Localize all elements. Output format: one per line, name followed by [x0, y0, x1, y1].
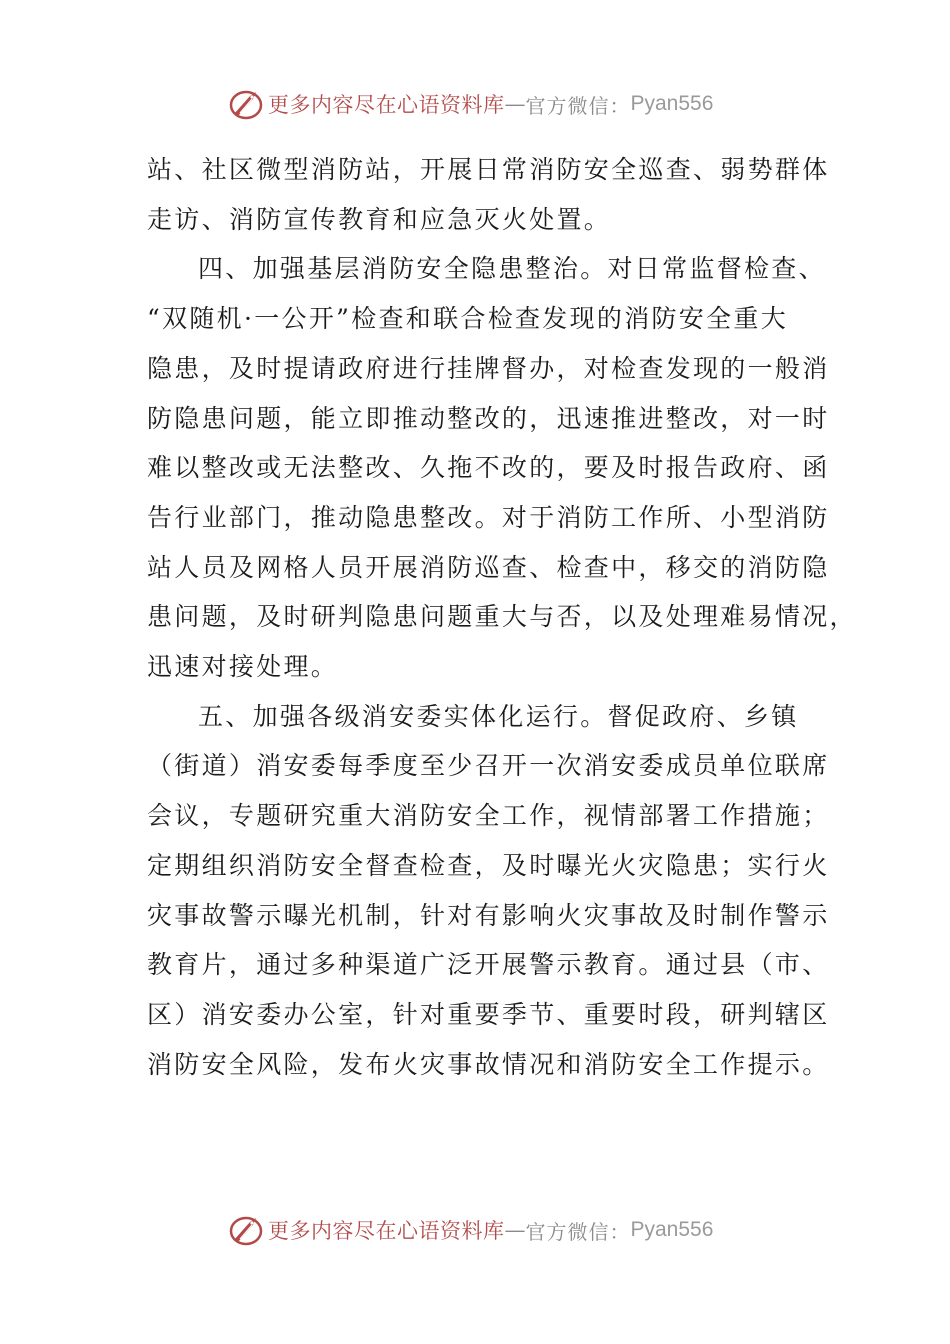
document-body — [147, 145, 857, 1089]
text-line: （街道）消安委每季度至少召开一次消安委成员单位联席 — [147, 751, 830, 781]
paragraph-item-four — [147, 244, 857, 691]
text-line: 患问题，及时研判隐患问题重大与否，以及处理难易情况， — [147, 602, 857, 632]
text-line: 走访、消防宣传教育和应急灭火处置。 — [147, 204, 612, 234]
text-line: 灾事故警示曝光机制，针对有影响火灾事故及时制作警示 — [147, 900, 830, 930]
text-line: 难以整改或无法整改、久拖不改的，要及时报告政府、函 — [147, 453, 830, 483]
text-line: 五、加强各级消安委实体化运行。督促政府、乡镇 — [198, 701, 799, 731]
text-line: 四、加强基层消防安全隐患整治。对日常监督检查、 — [198, 254, 826, 284]
text-line: 定期组织消防安全督查检查，及时曝光火灾隐患；实行火 — [147, 850, 830, 880]
banner-wechat-label: 官方微信： — [525, 93, 631, 118]
text-line: 防隐患问题，能立即推动整改的，迅速推进整改，对一时 — [147, 403, 830, 433]
banner-wechat-account: Pyan556 — [630, 92, 714, 115]
text-line: “双随机·一公开”检查和联合检查发现的消防安全重大 — [147, 304, 789, 334]
banner-separator: — — [504, 92, 526, 116]
text-line: 迅速对接处理。 — [147, 652, 339, 682]
banner-wechat-account: Pyan556 — [630, 1218, 714, 1241]
banner-wechat-label: 官方微信： — [525, 1219, 631, 1244]
paragraph-continuation — [147, 145, 830, 244]
text-line: 站、社区微型消防站，开展日常消防安全巡查、弱势群体 — [147, 155, 830, 184]
banner-separator: — — [504, 1218, 526, 1242]
paragraph-item-five — [147, 692, 830, 1090]
banner-promo-text: 更多内容尽在心语资料库 — [268, 93, 505, 117]
pen-nib-logo-icon — [228, 86, 264, 122]
text-line: 站人员及网格人员开展消防巡查、检查中，移交的消防隐 — [147, 552, 830, 582]
pen-nib-logo-icon — [228, 1212, 264, 1248]
footer-banner — [228, 1210, 713, 1250]
text-line: 隐患，及时提请政府进行挂牌督办，对检查发现的一般消 — [147, 353, 830, 383]
text-line: 告行业部门，推动隐患整改。对于消防工作所、小型消防 — [147, 502, 830, 532]
text-line: 教育片，通过多种渠道广泛开展警示教育。通过县（市、 — [147, 950, 830, 980]
text-line: 区）消安委办公室，针对重要季节、重要时段，研判辖区 — [147, 999, 830, 1029]
text-line: 消防安全风险，发布火灾事故情况和消防安全工作提示。 — [147, 1049, 830, 1079]
banner-promo-text: 更多内容尽在心语资料库 — [268, 1219, 505, 1243]
text-line: 会议，专题研究重大消防安全工作，视情部署工作措施； — [147, 801, 830, 831]
header-banner — [228, 84, 713, 124]
